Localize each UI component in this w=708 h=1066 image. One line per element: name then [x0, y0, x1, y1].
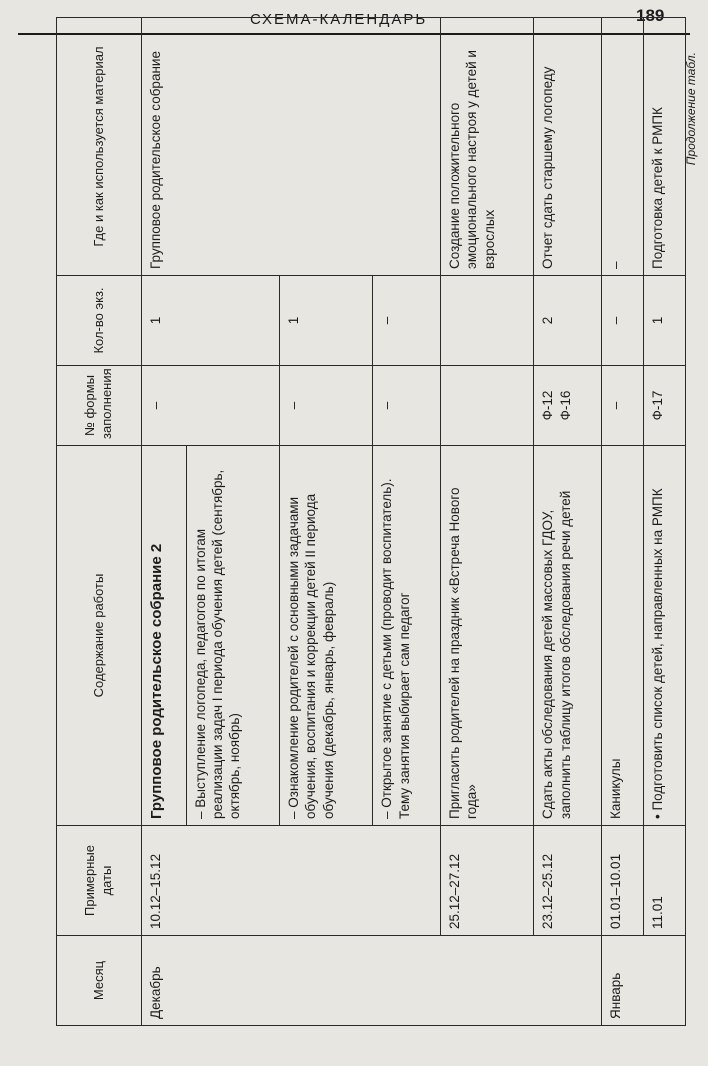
count-cell: – — [373, 276, 441, 366]
form-cell — [441, 366, 534, 446]
form-cell: Ф-12 Ф-16 — [534, 366, 602, 446]
content-cell: – Ознакомление родителей с основными задачами обучения, воспитания и коррекции детей II периода обучения (декабрь, январь, февраль) — [280, 446, 373, 826]
col-header-where: Где и как используется материал — [57, 18, 142, 276]
form-cell: Ф-17 — [643, 366, 685, 446]
form-cell: – — [142, 366, 280, 446]
count-cell — [441, 276, 534, 366]
table-row — [601, 18, 643, 1026]
count-cell: 2 — [534, 276, 602, 366]
form-cell: – — [280, 366, 373, 446]
month-cell: Январь — [601, 936, 685, 1026]
calendar-table — [56, 17, 686, 1026]
count-cell: – — [601, 276, 643, 366]
content-cell: Каникулы — [601, 446, 643, 826]
dates-cell: 25.12–27.12 — [441, 826, 534, 936]
content-cell — [643, 446, 685, 826]
content-cell: – Выступление логопеда, педагогов по итогам реализации задач I периода обучения детей (сентябрь, октябрь, ноябрь) — [186, 446, 279, 826]
col-header-content: Содержание работы — [57, 446, 142, 826]
content-cell: Пригласить родителей на праздник «Встреча Нового года» — [441, 446, 534, 826]
dates-cell: 01.01–10.01 — [601, 826, 643, 936]
dates-cell: 11.01 — [643, 826, 685, 936]
count-cell: 1 — [643, 276, 685, 366]
content-cell: Сдать акты обследования детей массовых ГДОУ, заполнить таблицу итогов обследования речи детей — [534, 446, 602, 826]
table-row — [441, 18, 534, 1026]
where-cell: Отчет сдать старшему логопеду — [534, 18, 602, 276]
table-header-row — [57, 18, 142, 1026]
where-cell: – — [601, 18, 643, 276]
content-cell: – Открытое занятие с детьми (проводит воспитатель). Тему занятия выбирает сам педагог — [373, 446, 441, 826]
where-cell: Создание положительного эмоционального настроя у детей и взрослых — [441, 18, 534, 276]
count-cell: 1 — [142, 276, 280, 366]
col-header-dates: Примерные даты — [57, 826, 142, 936]
col-header-count: Кол-во экз. — [57, 276, 142, 366]
dates-cell: 23.12–25.12 — [534, 826, 602, 936]
dates-cell: 10.12–15.12 — [142, 826, 441, 936]
table-row — [643, 18, 685, 1026]
table-row — [142, 18, 187, 1026]
count-cell: 1 — [280, 276, 373, 366]
meeting-heading-cell: Групповое родительское собрание 2 — [142, 446, 187, 826]
form-cell: – — [373, 366, 441, 446]
table-row — [534, 18, 602, 1026]
page-number: 189 — [636, 6, 665, 25]
where-cell: Групповое родительское собрание — [142, 18, 441, 276]
calendar-table-rotated — [56, 18, 686, 1026]
form-cell: – — [601, 366, 643, 446]
where-cell: Подготовка детей к РМПК — [643, 18, 685, 276]
running-title: СХЕМА-КАЛЕНДАРЬ — [250, 11, 428, 28]
col-header-month: Месяц — [57, 936, 142, 1026]
col-header-form-no: № формы заполнения — [57, 366, 142, 446]
month-cell: Декабрь — [142, 936, 602, 1026]
bullet-item: • Подготовить список детей, направленных на РМПК — [650, 488, 665, 819]
continuation-note: Продолжение табл. — [684, 52, 698, 166]
